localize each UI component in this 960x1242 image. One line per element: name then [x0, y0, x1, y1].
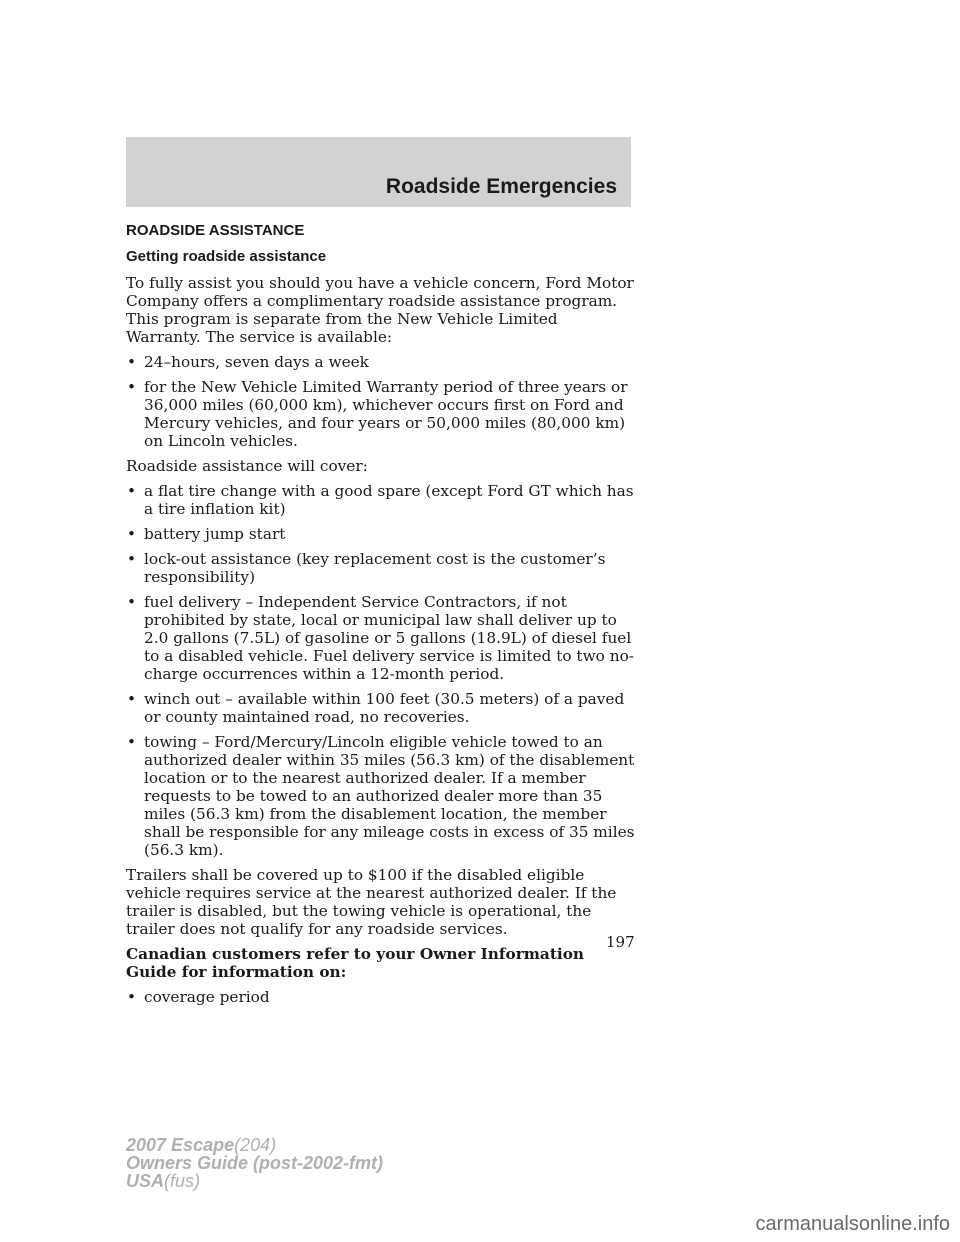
list-item: • coverage period — [127, 988, 270, 1006]
bullet-icon: • — [127, 988, 137, 1006]
coverage-intro: Roadside assistance will cover: — [126, 457, 368, 475]
list-item: • towing – Ford/Mercury/Lincoln eligible vehicle towed to an authorized dealer within 35 miles (56.3 km) of the disablement location or to the nearest authorized dealer. If a member requests to be towed to an authorized dealer more than 35 miles (56.3 km) from the disablement location, the member shall be responsible for any mileage costs in excess of 35 miles (56.3 km). — [127, 733, 635, 859]
bullet-icon: • — [127, 593, 137, 611]
trailers-paragraph: Trailers shall be covered up to $100 if the disabled eligible vehicle requires service at the nearest authorized dealer. If the trailer is disabled, but the towing vehicle is operational, the trailer does not qualify for any roadside services. — [126, 866, 617, 938]
document-footer — [126, 1136, 383, 1190]
bullet-icon: • — [127, 525, 137, 543]
list-item: • winch out – available within 100 feet (30.5 meters) of a paved or county maintained road, no recoveries. — [127, 690, 625, 726]
list-item: • for the New Vehicle Limited Warranty period of three years or 36,000 miles (60,000 km), whichever occurs first on Ford and Mercury vehicles, and four years or 50,000 miles (80,000 km) on Lincoln vehicles. — [127, 378, 628, 450]
bullet-icon: • — [127, 378, 137, 396]
availability-list — [126, 353, 636, 450]
footer-line-3: USA(fus) — [126, 1171, 201, 1191]
list-item: • 24–hours, seven days a week — [127, 353, 369, 371]
bullet-icon: • — [127, 690, 137, 708]
section-header-bar — [126, 137, 631, 207]
canadian-note: Canadian customers refer to your Owner Information Guide for information on: — [126, 945, 585, 981]
section-title: ROADSIDE ASSISTANCE — [126, 222, 305, 239]
page-content — [126, 222, 636, 1013]
bullet-icon: • — [127, 550, 137, 568]
bullet-icon: • — [127, 482, 137, 500]
footer-line-2: Owners Guide (post-2002-fmt) — [126, 1153, 384, 1173]
list-item: • lock-out assistance (key replacement cost is the customer’s responsibility) — [127, 550, 606, 586]
bullet-icon: • — [127, 353, 137, 371]
list-item: • battery jump start — [127, 525, 286, 543]
coverage-list — [126, 482, 636, 859]
bullet-icon: • — [127, 733, 137, 751]
list-item: • a flat tire change with a good spare (except Ford GT which has a tire inflation kit) — [127, 482, 634, 518]
section-header-title: Roadside Emergencies — [385, 175, 617, 198]
page-number: 197 — [606, 933, 635, 951]
list-item: • fuel delivery – Independent Service Contractors, if not prohibited by state, local or municipal law shall deliver up to 2.0 gallons (7.5L) of gasoline or 5 gallons (18.9L) of diesel fuel to a disabled vehicle. Fuel delivery service is limited to two no-charge occurrences within a 12-month period. — [127, 593, 634, 683]
intro-paragraph: To fully assist you should you have a vehicle concern, Ford Motor Company offers a complimentary roadside assistance program. This program is separate from the New Vehicle Limited Warranty. The service is available: — [126, 274, 634, 346]
watermark-link[interactable]: carmanualsonline.info — [755, 1213, 950, 1235]
canadian-list — [126, 988, 636, 1006]
footer-line-1: 2007 Escape(204) — [126, 1135, 277, 1155]
subsection-title: Getting roadside assistance — [126, 248, 327, 265]
